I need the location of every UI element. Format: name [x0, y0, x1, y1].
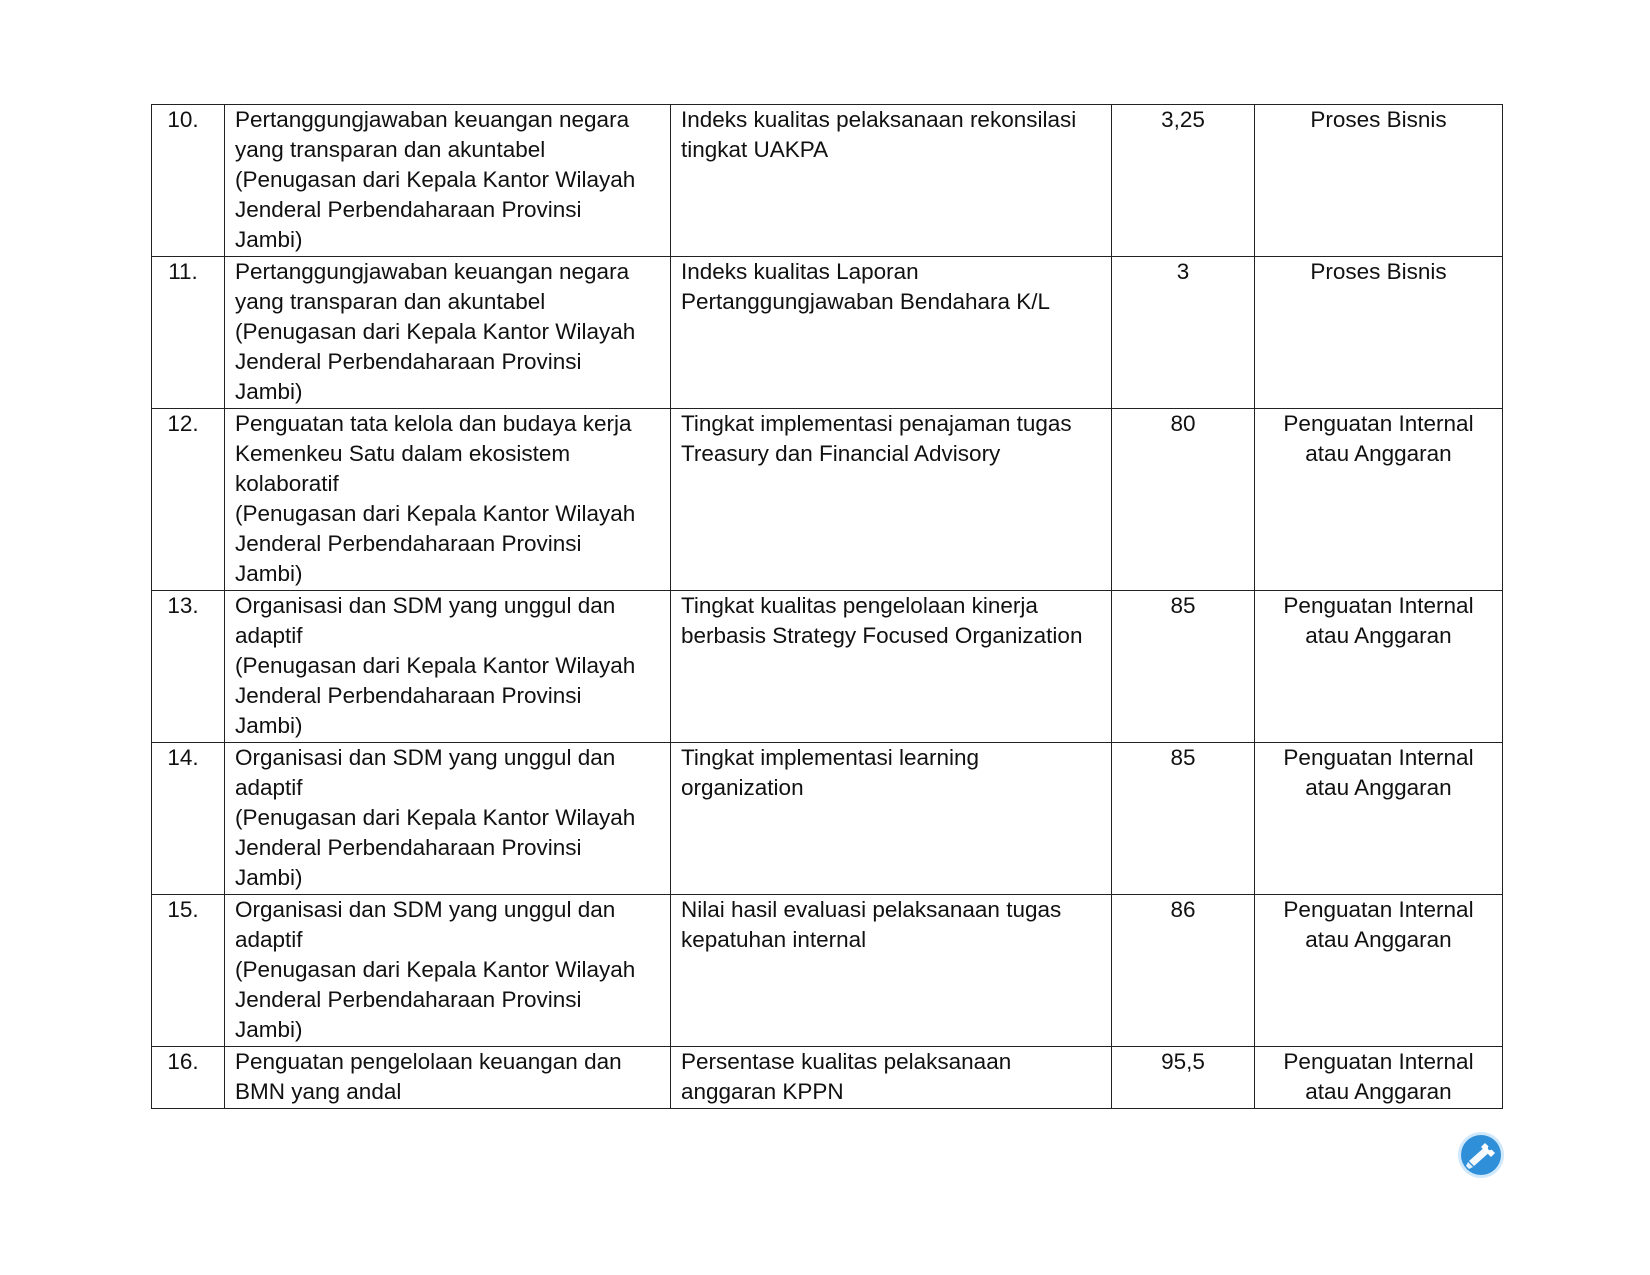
table-row: [152, 409, 1503, 591]
row-number-cell: 16.: [152, 1047, 225, 1109]
strategic-goal-cell: Pertanggungjawaban keuangan negara yang transparan dan akuntabel (Penugasan dari Kepala Kantor Wilayah Jenderal Perbendaharaan Provinsi Jambi): [225, 257, 671, 409]
strategic-goal-cell: Organisasi dan SDM yang unggul dan adaptif (Penugasan dari Kepala Kantor Wilayah Jenderal Perbendaharaan Provinsi Jambi): [225, 591, 671, 743]
indicator-cell: Indeks kualitas Laporan Pertanggungjawaban Bendahara K/L: [671, 257, 1112, 409]
indicator-cell: Indeks kualitas pelaksanaan rekonsilasi tingkat UAKPA: [671, 105, 1112, 257]
table-row: [152, 743, 1503, 895]
strategic-goal-cell: Penguatan pengelolaan keuangan dan BMN yang andal: [225, 1047, 671, 1109]
perspective-cell: Proses Bisnis: [1255, 257, 1503, 409]
perspective-cell: Proses Bisnis: [1255, 105, 1503, 257]
table-row: [152, 591, 1503, 743]
row-number-cell: 10.: [152, 105, 225, 257]
indicator-cell: Tingkat implementasi penajaman tugas Treasury dan Financial Advisory: [671, 409, 1112, 591]
strategic-goal-cell: Organisasi dan SDM yang unggul dan adaptif (Penugasan dari Kepala Kantor Wilayah Jenderal Perbendaharaan Provinsi Jambi): [225, 895, 671, 1047]
row-number-cell: 13.: [152, 591, 225, 743]
indicator-cell: Nilai hasil evaluasi pelaksanaan tugas kepatuhan internal: [671, 895, 1112, 1047]
strategic-goal-cell: Penguatan tata kelola dan budaya kerja Kemenkeu Satu dalam ekosistem kolaboratif (Penugasan dari Kepala Kantor Wilayah Jenderal Perbendaharaan Provinsi Jambi): [225, 409, 671, 591]
indicator-cell: Persentase kualitas pelaksanaan anggaran KPPN: [671, 1047, 1112, 1109]
table-row: [152, 105, 1503, 257]
perspective-cell: Penguatan Internal atau Anggaran: [1255, 895, 1503, 1047]
target-cell: 85: [1112, 743, 1255, 895]
perspective-cell: Penguatan Internal atau Anggaran: [1255, 409, 1503, 591]
target-cell: 3,25: [1112, 105, 1255, 257]
indicator-cell: Tingkat kualitas pengelolaan kinerja berbasis Strategy Focused Organization: [671, 591, 1112, 743]
row-number-cell: 12.: [152, 409, 225, 591]
perspective-cell: Penguatan Internal atau Anggaran: [1255, 1047, 1503, 1109]
perspective-cell: Penguatan Internal atau Anggaran: [1255, 591, 1503, 743]
target-cell: 85: [1112, 591, 1255, 743]
table-body: [152, 105, 1503, 1109]
strategic-goal-cell: Pertanggungjawaban keuangan negara yang transparan dan akuntabel (Penugasan dari Kepala Kantor Wilayah Jenderal Perbendaharaan Provinsi Jambi): [225, 105, 671, 257]
perspective-cell: Penguatan Internal atau Anggaran: [1255, 743, 1503, 895]
strategic-goal-cell: Organisasi dan SDM yang unggul dan adaptif (Penugasan dari Kepala Kantor Wilayah Jenderal Perbendaharaan Provinsi Jambi): [225, 743, 671, 895]
table-row: [152, 257, 1503, 409]
target-cell: 95,5: [1112, 1047, 1255, 1109]
indicator-cell: Tingkat implementasi learning organization: [671, 743, 1112, 895]
row-number-cell: 11.: [152, 257, 225, 409]
row-number-cell: 14.: [152, 743, 225, 895]
table-row: [152, 1047, 1503, 1109]
performance-indicator-table: [151, 104, 1503, 1109]
blue-circle-emblem-icon: [1457, 1131, 1505, 1179]
target-cell: 86: [1112, 895, 1255, 1047]
table-row: [152, 895, 1503, 1047]
row-number-cell: 15.: [152, 895, 225, 1047]
target-cell: 80: [1112, 409, 1255, 591]
target-cell: 3: [1112, 257, 1255, 409]
